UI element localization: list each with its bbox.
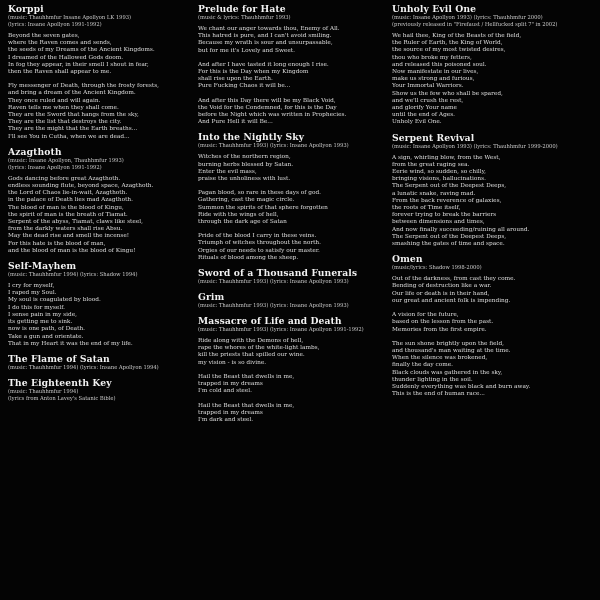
lyric-line: trapped in my dreams xyxy=(198,381,263,388)
lyric-line: I'm cold and steel. xyxy=(198,388,252,395)
song-section xyxy=(8,354,200,372)
stanza-break xyxy=(198,226,390,233)
song-section xyxy=(8,378,200,403)
lyric-line: I'll see You in Cutha, when we are dead... xyxy=(8,133,130,140)
stanza-break xyxy=(392,334,584,341)
lyric-line: Our life or death is in their hand, xyxy=(392,290,490,297)
lyric-line: Bending of destruction like a war. xyxy=(392,283,492,290)
lyric-line: kill the priests that spilled our wine. xyxy=(198,352,305,359)
song-section xyxy=(392,254,584,398)
lyric-line: Pagan blood, so rare in these days of god. xyxy=(198,190,322,197)
lyric-line: I cry for myself, xyxy=(8,283,55,290)
lyric-line: They once ruled and will again. xyxy=(8,97,101,104)
lyric-line: We hail thee, King of the Beasts of the field, xyxy=(392,33,522,39)
lyric-line: I'm dark and steel. xyxy=(198,416,254,423)
song-section xyxy=(8,4,200,141)
lyric-line: the spirit of man is the breath of Tiamat. xyxy=(8,211,128,218)
song-title: The Flame of Satan xyxy=(8,353,110,365)
lyric-line: Take a gun and orientate. xyxy=(8,333,84,340)
lyrics-column-2 xyxy=(198,0,390,600)
song-credits: (music: Thauhhmfur 1994) (lyrics: Shadow 1994) xyxy=(8,272,138,279)
lyrics-column-1 xyxy=(8,0,200,600)
lyric-line: When the silence was brokened, xyxy=(392,355,488,362)
lyrics-block xyxy=(8,33,200,141)
lyric-line: Show us the few who shall be spared, xyxy=(392,90,503,97)
song-credits: (music: Insane Apollyon 1993) (lyrics: Thauhhmfur 1999-2000) xyxy=(392,143,558,150)
song-credits: (music/lyrics: Shadow 1998-2000) xyxy=(392,265,482,272)
lyric-line: thunder lighting in the soil. xyxy=(392,376,473,383)
lyric-line: I sense pain in my side, xyxy=(8,311,77,318)
stanza-break xyxy=(8,76,200,83)
lyrics-block xyxy=(8,283,200,348)
stanza-break xyxy=(198,396,390,403)
stanza-break xyxy=(392,305,584,312)
song-section xyxy=(198,292,390,310)
song-section xyxy=(8,261,200,348)
song-section xyxy=(198,316,390,424)
lyrics-block xyxy=(392,155,584,249)
lyric-line: They are the list that destroys the city. xyxy=(8,119,122,126)
lyric-line: I do this for myself. xyxy=(8,304,65,311)
lyric-line: Fly messenger of Death, through the frosty forests, xyxy=(8,83,160,90)
lyric-line: and glorify Your name xyxy=(392,105,457,112)
lyric-line: Out of the darkness, from cast they come. xyxy=(392,276,516,283)
lyric-line: And after I have tasted it long enough I rise. xyxy=(198,61,329,68)
lyric-line: Rituals of blood among the sheep. xyxy=(198,254,299,261)
lyric-line: Pride of the blood I carry in these veins. xyxy=(198,233,317,240)
song-title: Korppi xyxy=(8,4,44,15)
lyric-line: the Lord of Chaos lie-in-wait, Azagthoth. xyxy=(8,190,128,197)
lyric-line: The sun shone brightly upon the field, xyxy=(392,340,504,347)
song-credits: (music: Thauhhmfur 1994) (lyrics: Insane Apollyon 1994) xyxy=(8,364,159,371)
song-credits: (music: Thauhhmfur 1994) xyxy=(8,388,79,395)
lyric-line: For this is the Day when my Kingdom xyxy=(198,69,309,76)
lyric-line: Hail the Beast that dwells in me, xyxy=(198,402,295,409)
song-title: Sword of a Thousand Funerals xyxy=(198,268,358,280)
lyric-line: Summon the spirits of that sphere forgotten xyxy=(198,204,328,211)
lyric-line: Black clouds was gathered in the sky, xyxy=(392,369,503,376)
song-section xyxy=(198,132,390,262)
lyric-line: but for me it's Lovely and Sweet. xyxy=(198,47,295,54)
song-title: Massacre of Life and Death xyxy=(198,316,342,328)
lyric-line: in the palace of Death lies mad Azagthoth. xyxy=(8,197,134,204)
song-credits: (music: Thauhhmfur 1993) (lyrics: Insane Apollyon 1993) xyxy=(198,303,349,310)
song-title: Self-Mayhem xyxy=(8,261,77,273)
lyric-line: and the blood of man is the blood of Kingu! xyxy=(8,247,136,254)
lyric-line: They are the might that the Earth breaths... xyxy=(8,126,138,133)
lyric-line: Gathering, cast the magic circle. xyxy=(198,197,295,204)
song-section xyxy=(198,268,390,286)
song-credits: (lyrics: Insane Apollyon 1991-1992) xyxy=(8,164,102,171)
song-section xyxy=(198,4,390,126)
lyric-line: The Serpent out of the Deepest Deeps, xyxy=(392,183,507,190)
lyric-line: I dreamed of the Hallowed Gods doom. xyxy=(8,54,124,61)
lyric-line: Pure Fucking Chaos it will be... xyxy=(198,83,291,90)
lyric-line: the roots of Time itself, xyxy=(392,205,461,212)
lyric-line: where the Raven comes and sends, xyxy=(8,40,112,47)
song-title: The Eighteenth Key xyxy=(8,377,112,389)
lyric-line: my vision - is so divine. xyxy=(198,359,267,366)
lyric-line: shall rise upon the Earth. xyxy=(198,76,273,83)
lyric-line: before the Night which was written in Prophecies. xyxy=(198,112,347,119)
lyric-line: then the Raven shall appear to me. xyxy=(8,69,112,76)
lyric-line: from the darkly waters shall rise Absu. xyxy=(8,226,123,233)
song-credits: (lyrics from Anton Lavey's Satanic Bible) xyxy=(8,395,116,402)
lyric-line: trapped in my dreams xyxy=(198,409,263,416)
lyric-line: Orgies of our needs to satisfy our master. xyxy=(198,247,320,254)
lyric-line: finally the day come. xyxy=(392,362,454,369)
lyric-line: and thousand's man waiting at the time. xyxy=(392,347,511,354)
song-title: Prelude for Hate xyxy=(198,4,286,15)
lyric-line: My soul is coagulated by blood. xyxy=(8,297,101,304)
lyric-line: And Pure Hell it will Be... xyxy=(198,119,273,126)
lyric-line: the source of my most twisted desires, xyxy=(392,47,506,54)
lyric-line: bringing visions, hallucinations. xyxy=(392,176,486,183)
lyric-line: the seeds of my Dreams of the Ancient Kingdoms. xyxy=(8,47,155,54)
lyric-line: the Ruler of Earth, the King of World, xyxy=(392,40,503,47)
lyric-line: and we'll crush the rest, xyxy=(392,97,464,104)
song-section xyxy=(8,147,200,255)
song-title: Unholy Evil One xyxy=(392,4,477,15)
lyric-line: based on the lesson from the past. xyxy=(392,319,494,326)
lyrics-block xyxy=(8,176,200,255)
stanza-break xyxy=(198,183,390,190)
lyric-line: Memories from the first empire. xyxy=(392,326,487,333)
song-title: Azagthoth xyxy=(8,146,62,158)
stanza-break xyxy=(198,91,390,98)
lyric-line: its getting me to sink. xyxy=(8,319,73,326)
song-title: Omen xyxy=(392,254,423,266)
lyric-line: And now finally succeeding/ruining all around. xyxy=(392,226,530,233)
lyric-line: Suddenly everything was black and burn away. xyxy=(392,383,531,390)
lyric-line: And after this Day there will be my Black Void, xyxy=(198,97,336,104)
lyric-line: A sign, whirling blow, from the West, xyxy=(392,154,501,161)
lyric-line: thou who broke my fetters, xyxy=(392,54,472,61)
song-credits: (previously released in "Firefaust / Hellfucked split 7" in 2002) xyxy=(392,22,558,28)
lyric-line: For this hate is the blood of man, xyxy=(8,240,106,247)
lyric-line: The blood of man is the blood of Kingu, xyxy=(8,204,124,211)
lyric-line: I raped my Soul. xyxy=(8,290,57,297)
lyric-line: through the dark age of Satan xyxy=(198,219,287,226)
lyric-line: between dimensions and times, xyxy=(392,219,485,226)
lyrics-block xyxy=(198,154,390,262)
lyric-line: the Void for the Condemned, for this is the Day xyxy=(198,104,337,111)
lyric-line: endless sounding flute, beyond space, Azagthoth. xyxy=(8,183,154,190)
lyric-line: a lunatic snake, raving mad. xyxy=(392,190,476,197)
lyric-line: Ride along with the Demons of hell, xyxy=(198,338,304,345)
lyrics-block xyxy=(198,338,390,424)
lyric-line: The Serpent out of the Deepest Deeps, xyxy=(392,233,507,240)
stanza-break xyxy=(198,367,390,374)
song-title: Grim xyxy=(198,292,225,304)
song-section xyxy=(392,4,584,127)
lyric-line: Your Immortal Warriors. xyxy=(392,83,464,90)
song-credits: (lyrics: Insane Apollyon 1991-1992) xyxy=(8,22,102,28)
lyric-line: make us strong and furious, xyxy=(392,76,475,83)
song-credits: (music & lyrics: Thauhhmfur 1993) xyxy=(198,15,291,21)
song-credits: (music: Thauhhmfur 1993) (lyrics: Insane Apollyon 1991-1992) xyxy=(198,327,364,334)
lyric-line: Enter the evil mass, xyxy=(198,168,257,175)
lyric-line: Ride with the wings of hell, xyxy=(198,211,279,218)
lyric-line: and released this poisoned soul. xyxy=(392,61,487,68)
lyric-line: smashing the gates of time and space. xyxy=(392,241,505,248)
song-credits: (music: Thauhhmfur 1993) (lyrics: Insane Apollyon 1993) xyxy=(198,279,349,286)
lyrics-block xyxy=(392,33,584,127)
lyrics-block xyxy=(198,26,390,126)
lyric-line: From the back reverence of galaxies, xyxy=(392,197,502,204)
lyric-line: Beyond the seven gates, xyxy=(8,33,80,39)
song-credits: (music: Insane Apollyon 1993) (lyrics: Thauhhmfur 2000) xyxy=(392,15,543,21)
lyric-line: They are the Sword that hangs from the sky, xyxy=(8,112,139,119)
lyric-line: This hatred is pure, and I can't avoid smiling. xyxy=(198,33,332,40)
lyric-line: May the dead rise and smell the incense! xyxy=(8,233,130,240)
song-credits: (music: Insane Apollyon, Thauhhmfur 1993) xyxy=(8,157,124,164)
lyrics-block xyxy=(392,276,584,398)
lyric-line: In fog they appear, in their smell I shout in fear, xyxy=(8,61,149,68)
song-title: Serpent Revival xyxy=(392,132,475,144)
lyric-line: praise the unholiness with lust. xyxy=(198,176,291,183)
lyric-line: forever trying to break the barriers xyxy=(392,212,497,219)
lyric-line: Witches of the northern region, xyxy=(198,154,291,161)
lyric-line: and bring a dream of the Ancient Kingdom. xyxy=(8,90,136,97)
lyric-line: This is the end of human race... xyxy=(392,391,485,398)
lyric-line: That in my Heart it was the end of my life. xyxy=(8,340,133,347)
lyrics-column-3 xyxy=(392,0,584,600)
lyric-line: Triumph of witches throughout the north. xyxy=(198,240,321,247)
lyric-line: Raven tells me when they shall come. xyxy=(8,104,119,111)
lyric-line: Hail the Beast that dwells in me, xyxy=(198,373,295,380)
song-credits: (music: Thauhhmfur Insane Apollyon LK 1993) xyxy=(8,15,132,21)
lyric-line: rape the whores of the white-light lambs, xyxy=(198,345,320,352)
lyric-line: from the great raging sea. xyxy=(392,161,470,168)
lyric-line: now is one path, of Death. xyxy=(8,326,86,333)
lyric-line: Eerie wind, so sudden, so chilly, xyxy=(392,169,486,176)
song-section xyxy=(392,133,584,249)
lyric-line: We chant our anger towards thou, Enemy of All. xyxy=(198,26,340,32)
lyric-line: Gods dancing before great Azagthoth. xyxy=(8,175,121,182)
lyric-line: burning herbs blessed by Satan. xyxy=(198,161,294,168)
song-title: Into the Nightly Sky xyxy=(198,132,305,144)
song-credits: (music: Thauhhmfur 1993) (lyrics: Insane Apollyon 1993) xyxy=(198,143,349,150)
lyric-line: A vision for the future, xyxy=(392,312,459,319)
lyric-line: Because my wrath is sour and unsurpassable, xyxy=(198,40,333,47)
lyric-line: Unholy Evil One. xyxy=(392,119,442,126)
lyric-line: our great and ancient folk is impending. xyxy=(392,297,511,304)
stanza-break xyxy=(198,55,390,62)
lyric-line: until the end of Ages. xyxy=(392,112,456,119)
lyric-line: Now manifestate in our lives, xyxy=(392,69,479,76)
lyric-line: Serpent of the abyss, Tiamat, claws like steel, xyxy=(8,219,143,226)
